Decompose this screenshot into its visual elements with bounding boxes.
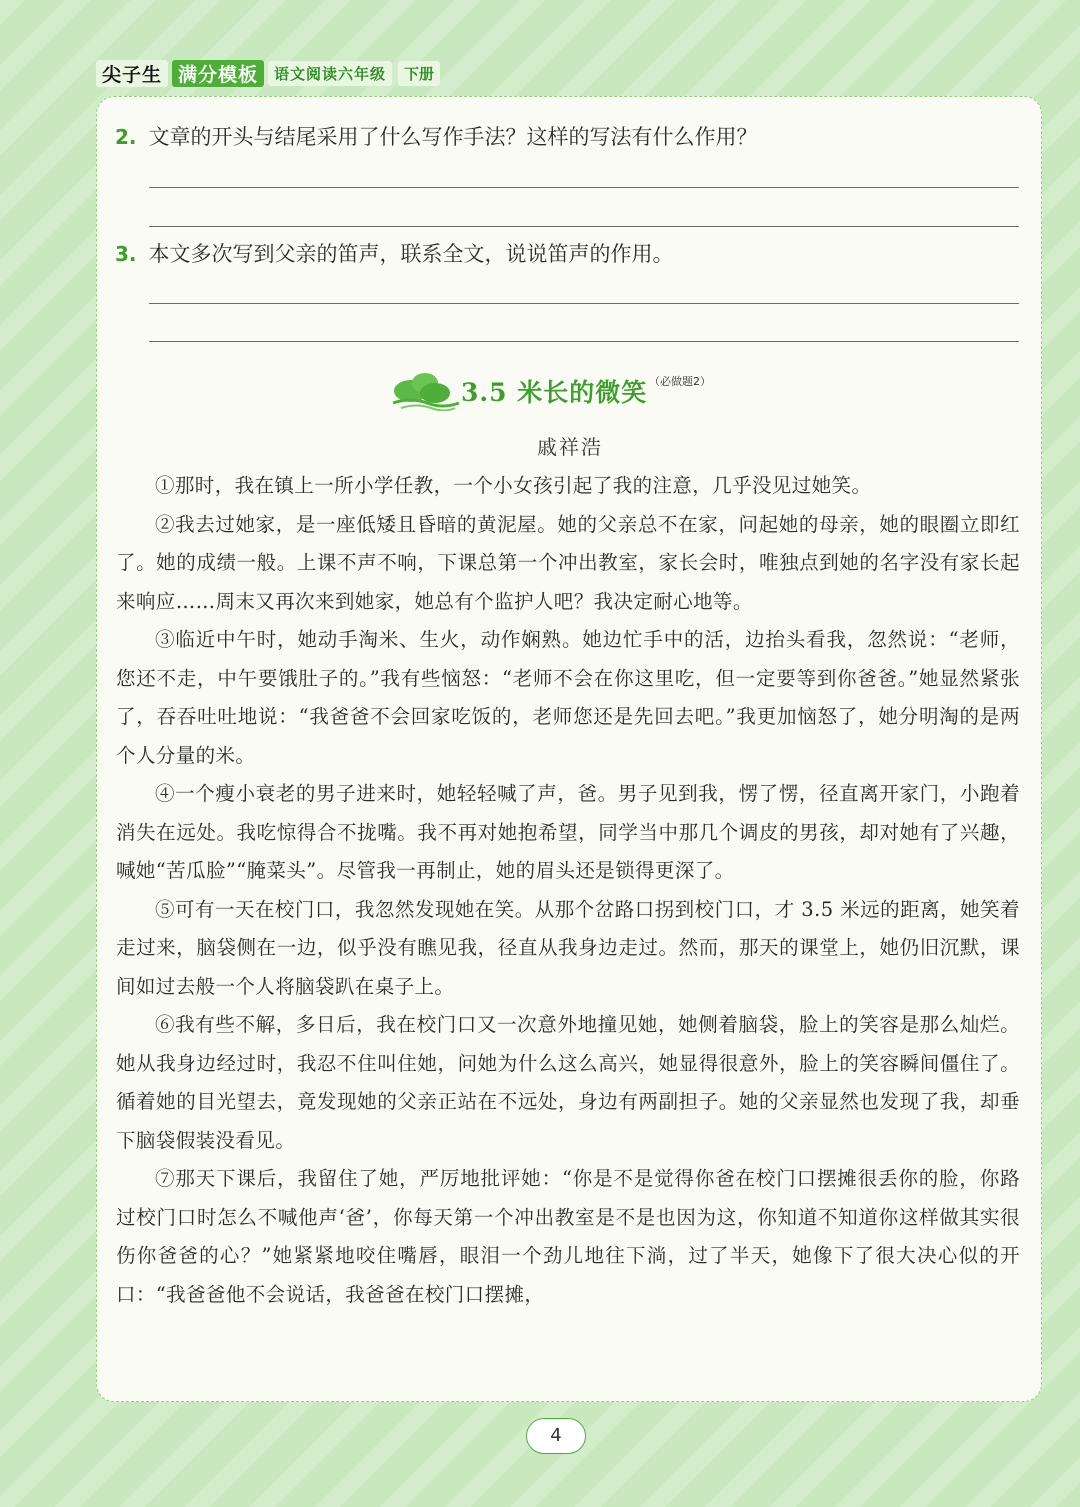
paragraph: ①那时，我在镇上一所小学任教，一个小女孩引起了我的注意，几乎没见过她笑。 <box>155 474 872 497</box>
paragraph: ④一个瘦小衰老的男子进来时，她轻轻喊了声，爸。男子见到我，愣了愣，径直离开家门，小跑着消失在远处。我吃惊得合不拢嘴。我不再对她抱希望，同学当中那几个调皮的男孩，却对她有了兴趣，喊她“苦瓜脸”“腌菜头”。尽管我一再制止，她的眉头还是锁得更深了。 <box>116 782 1020 882</box>
volume-label: 下册 <box>398 61 440 86</box>
answer-line[interactable] <box>149 226 1019 227</box>
answer-line[interactable] <box>149 341 1019 342</box>
paragraph: ②我去过她家，是一座低矮且昏暗的黄泥屋。她的父亲总不在家，问起她的母亲，她的眼圈立即红了。她的成绩一般。上课不声不响，下课总第一个冲出教室，家长会时，唯独点到她的名字没有家长起来响应……周末又再次来到她家，她总有个监护人吧？我决定耐心地等。 <box>116 512 1020 613</box>
page-number: 4 <box>526 1418 586 1454</box>
content-panel <box>96 96 1042 1402</box>
paragraph: ⑤可有一天在校门口，我忽然发现她在笑。从那个岔路口拐到校门口，才 3.5 米远的距离，她笑着走过来，脑袋侧在一边，似乎没有瞧见我，径直从我身边走过。然而，那天的课堂上，她仍旧沉默，课间如过去般一个人将脑袋趴在桌子上。 <box>116 897 1020 998</box>
answer-line[interactable] <box>149 303 1019 304</box>
answer-line[interactable] <box>149 187 1019 188</box>
book-header <box>96 60 440 86</box>
article-title: 3.5 米长的微笑 <box>461 378 648 407</box>
required-tag: （必做题2） <box>649 375 711 388</box>
brand-label: 尖子生 <box>96 60 168 87</box>
question-3 <box>115 238 674 268</box>
question-number: 3. <box>115 242 137 266</box>
question-text: 本文多次写到父亲的笛声，联系全文，说说笛声的作用。 <box>148 242 674 266</box>
series-label: 满分模板 <box>172 60 264 87</box>
question-text: 文章的开头与结尾采用了什么写作手法？这样的写法有什么作用？ <box>148 125 758 149</box>
article-body <box>116 467 1020 1314</box>
article-title-block <box>387 367 787 417</box>
cloud-icon <box>387 369 461 411</box>
question-number: 2. <box>115 125 137 149</box>
subject-label: 语文阅读六年级 <box>268 61 392 86</box>
question-2 <box>115 121 758 151</box>
paragraph: ⑥我有些不解，多日后，我在校门口又一次意外地撞见她，她侧着脑袋，脸上的笑容是那么灿烂。她从我身边经过时，我忍不住叫住她，问她为什么这么高兴，她显得很意外，脸上的笑容瞬间僵住了。循着她的目光望去，竟发现她的父亲正站在不远处，身边有两副担子。她的父亲显然也发现了我，却垂下脑袋假装没看见。 <box>116 1013 1020 1152</box>
paragraph: ③临近中午时，她动手淘米、生火，动作娴熟。她边忙手中的活，边抬头看我，忽然说：“老师，您还不走，中午要饿肚子的。”我有些恼怒：“老师不会在你这里吃，但一定要等到你爸爸。”她显然紧张了，吞吞吐吐地说：“我爸爸不会回家吃饭的，老师您还是先回去吧。”我更加恼怒了，她分明淘的是两个人分量的米。 <box>116 628 1020 767</box>
paragraph: ⑦那天下课后，我留住了她，严厉地批评她：“你是不是觉得你爸在校门口摆摊很丢你的脸，你路过校门口时怎么不喊他声‘爸’，你每天第一个冲出教室是不是也因为这，你知道不知道你这样做其实很伤你爸爸的心？”她紧紧地咬住嘴唇，眼泪一个劲儿地往下淌，过了半天，她像下了很大决心似的开口：“我爸爸他不会说话，我爸爸在校门口摆摊， <box>116 1167 1020 1306</box>
article-author: 戚祥浩 <box>537 435 603 459</box>
